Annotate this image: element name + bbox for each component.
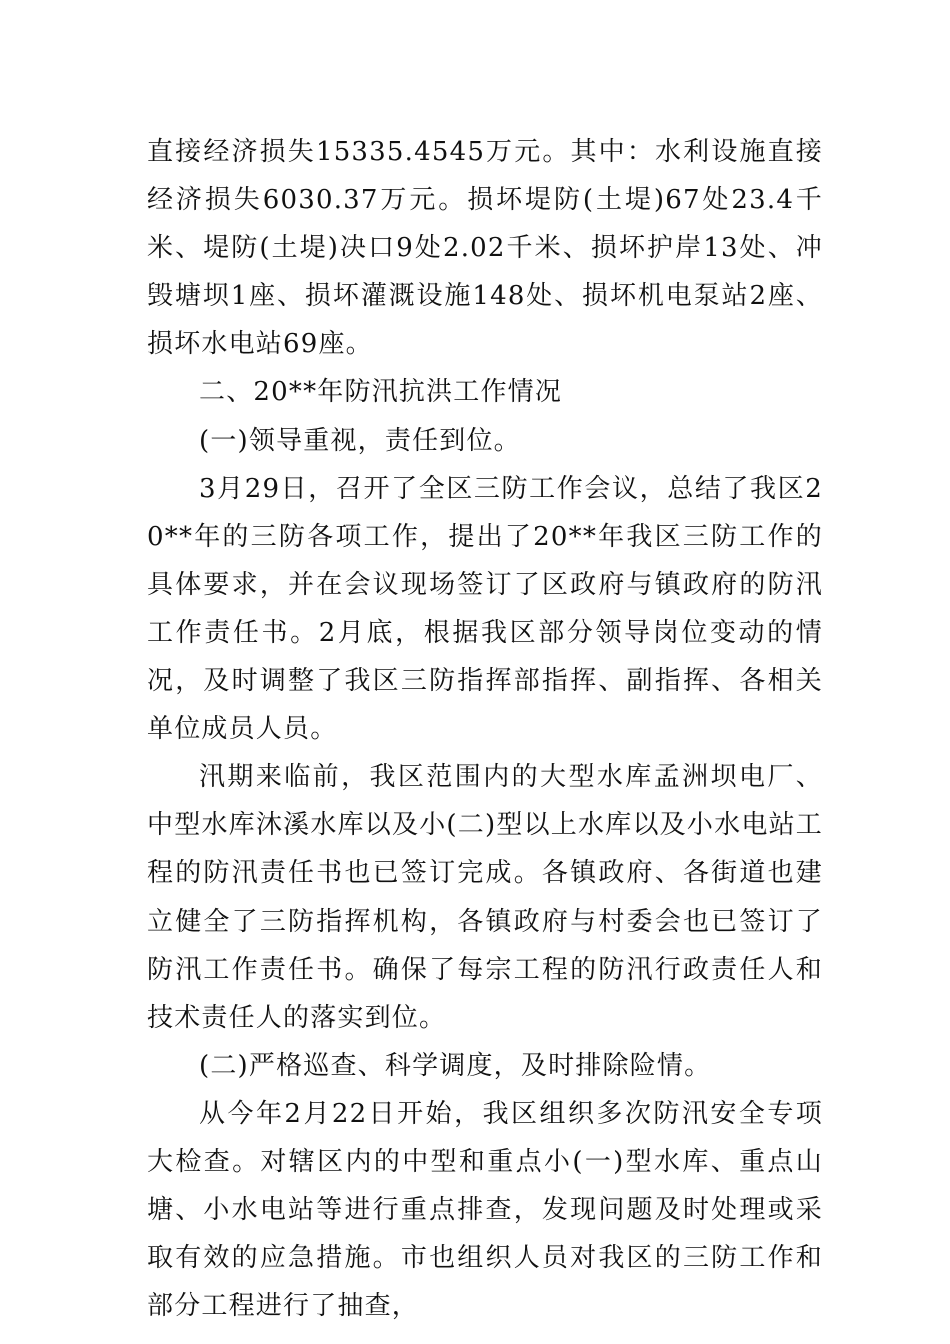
paragraph-inspection: 从今年2月22日开始，我区组织多次防汛安全专项大检查。对辖区内的中型和重点小(一)型水库、重点山塘、小水电站等进行重点排查，发现问题及时处理或采取有效的应急措施。市也组织人员对我区的三防工作和部分工程进行了抽查， xyxy=(147,1098,823,1322)
document-body xyxy=(147,128,823,1330)
paragraph-responsibility: 汛期来临前，我区范围内的大型水库孟洲坝电厂、中型水库沐溪水库以及小(二)型以上水库以及小水电站工程的防汛责任书也已签订完成。各镇政府、各街道也建立健全了三防指挥机构，各镇政府与村委会也已签订了防汛工作责任书。确保了每宗工程的防汛行政责任人和技术责任人的落实到位。 xyxy=(147,762,823,1033)
paragraph-meeting: 3月29日，召开了全区三防工作会议，总结了我区20**年的三防各项工作，提出了20**年我区三防工作的具体要求，并在会议现场签订了区政府与镇政府的防汛工作责任书。2月底，根据我区部分领导岗位变动的情况，及时调整了我区三防指挥部指挥、副指挥、各相关单位成员人员。 xyxy=(147,473,823,745)
subheading-inspection: (二)严格巡查、科学调度，及时排除险情。 xyxy=(199,1050,712,1081)
subheading-leadership: (一)领导重视，责任到位。 xyxy=(199,425,521,456)
section-heading-flood-work: 二、20**年防汛抗洪工作情况 xyxy=(199,377,563,408)
paragraph-loss-summary: 直接经济损失15335.4545万元。其中：水利设施直接经济损失6030.37万元。损坏堤防(土堤)67处23.4千米、堤防(土堤)决口9处2.02千米、损坏护岸13处、冲毁塘坝1座、损坏灌溉设施148处、损坏机电泵站2座、损坏水电站69座。 xyxy=(147,137,823,360)
